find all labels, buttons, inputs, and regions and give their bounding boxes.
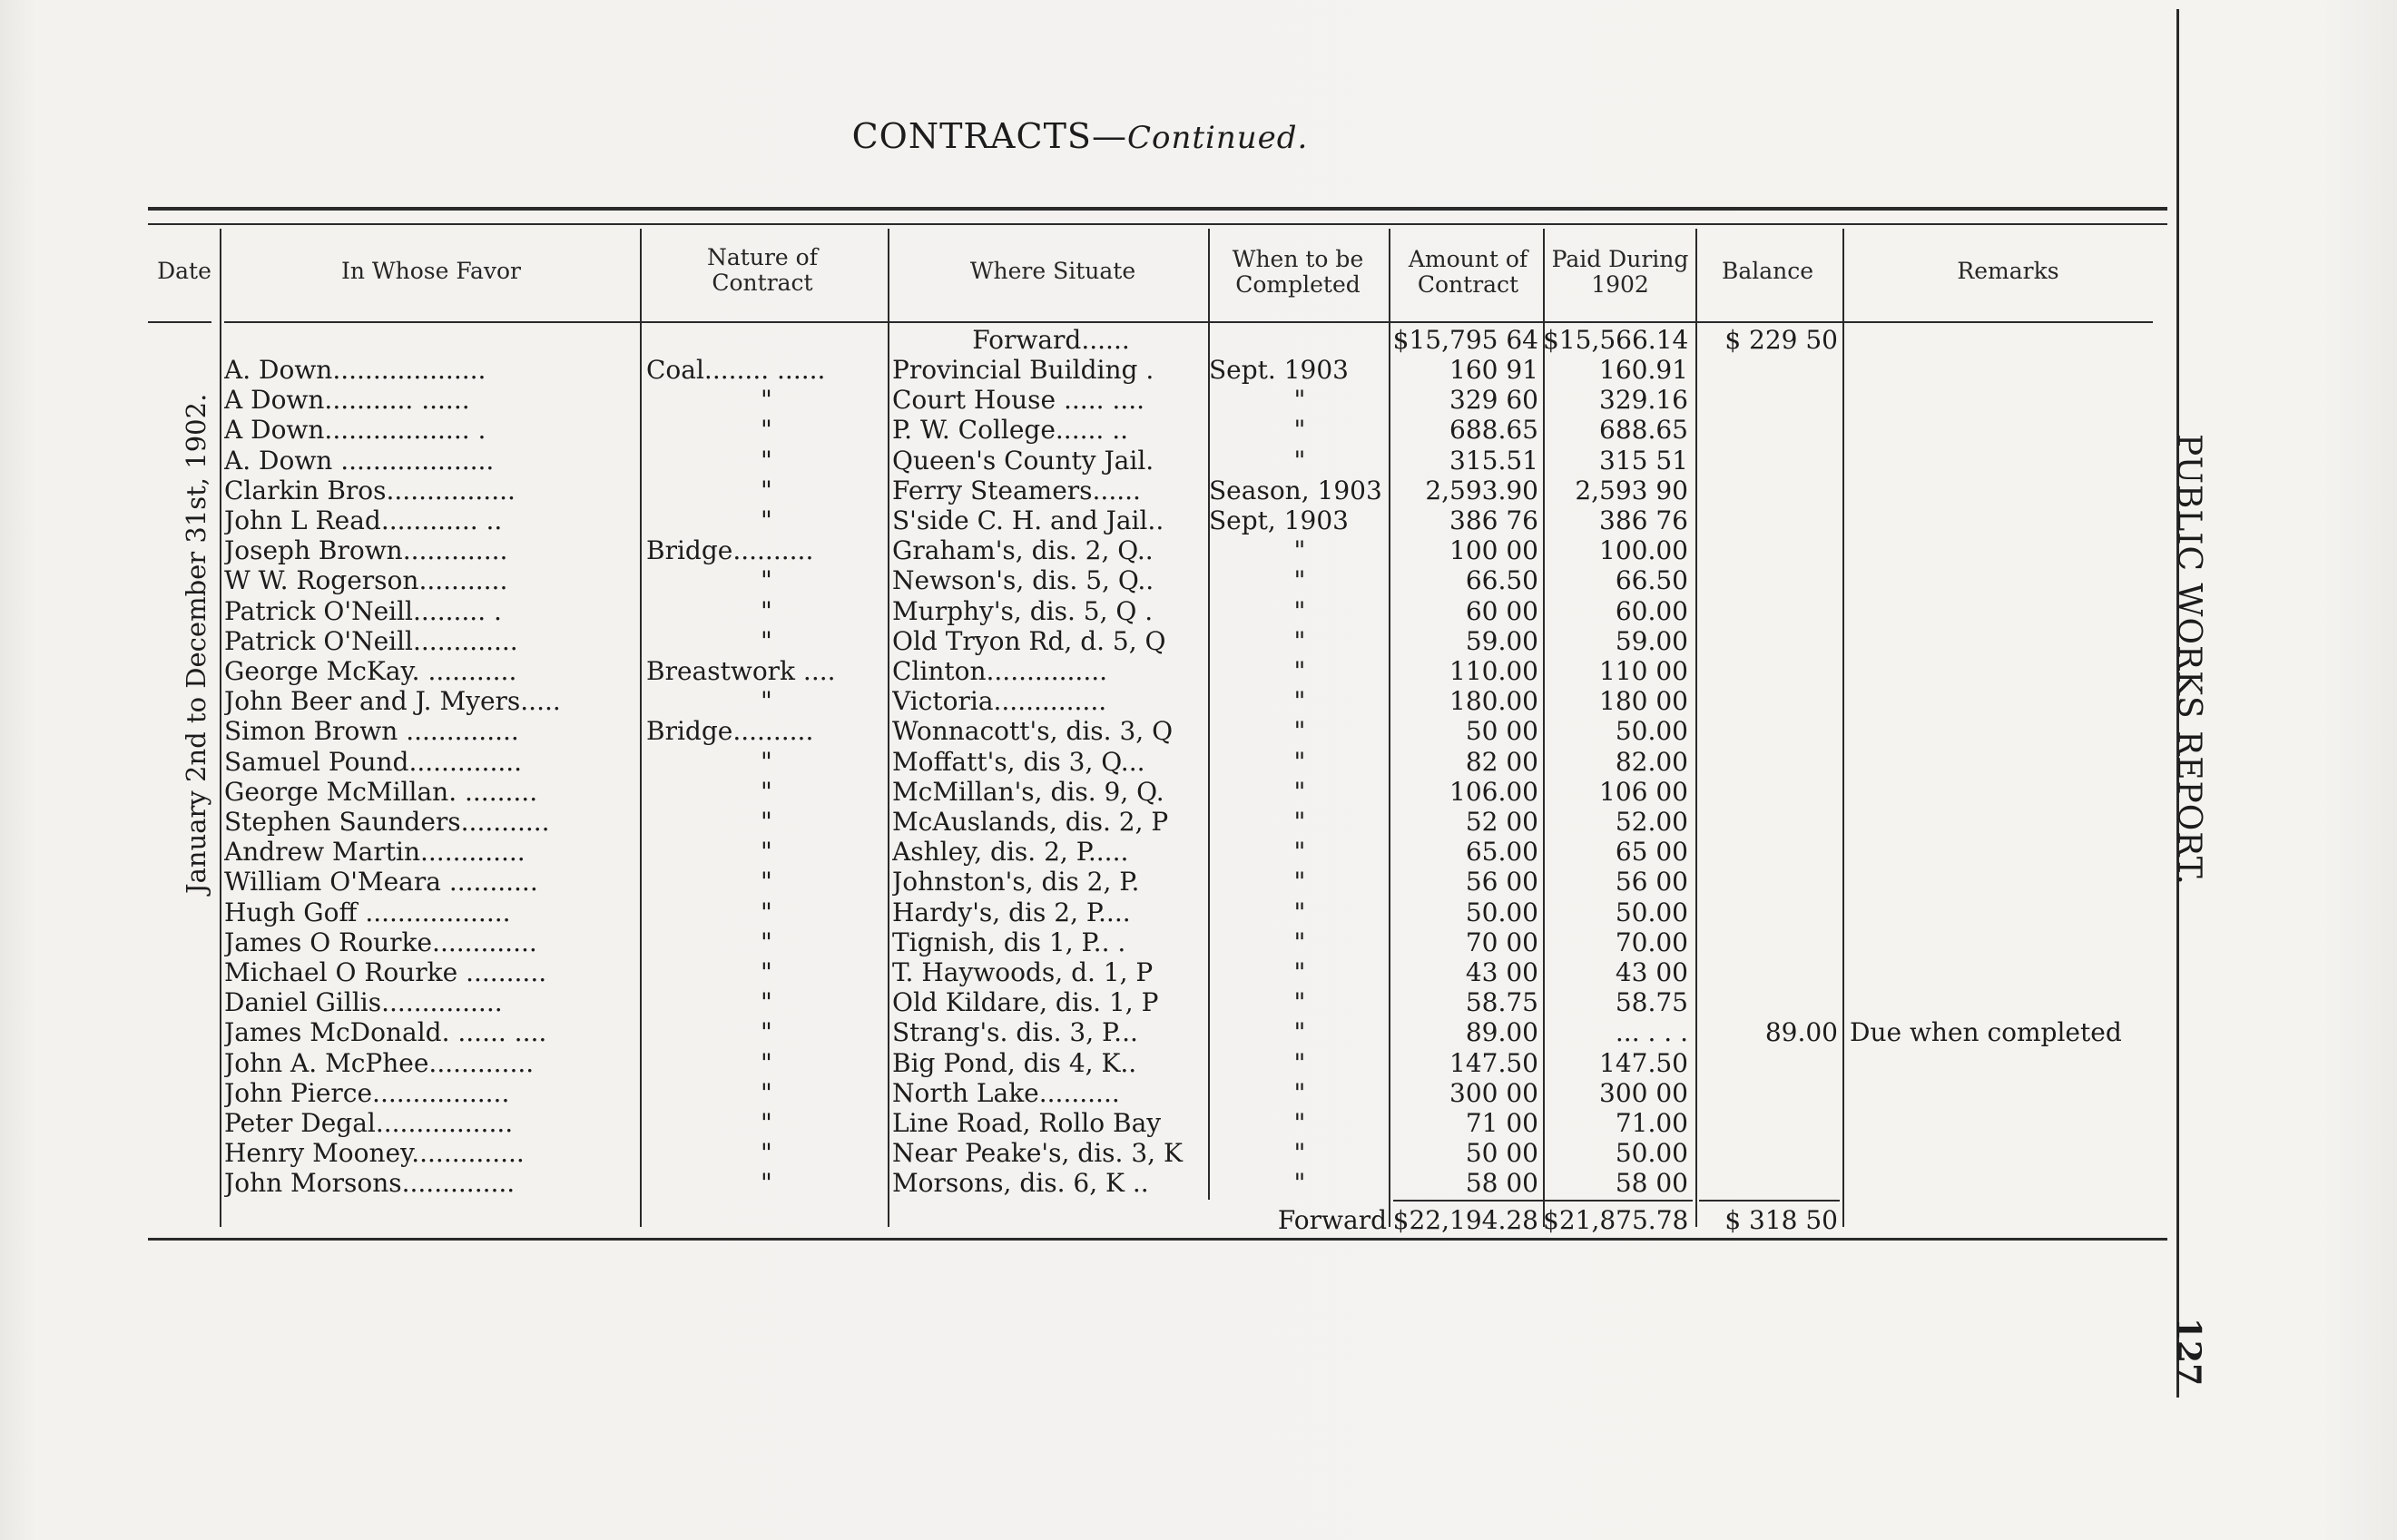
cell-paid: 50.00	[1615, 716, 1688, 747]
table-row	[0, 535, 2178, 565]
cell-paid: 43 00	[1615, 957, 1688, 987]
cell-amount: 52 00	[1465, 807, 1538, 837]
cell-amount: 110.00	[1449, 656, 1538, 686]
cell-paid: 100.00	[1599, 535, 1688, 566]
cell-where: Newson's, dis. 5, Q..	[892, 565, 1154, 596]
table-row	[0, 716, 2178, 746]
title-continued: Continued.	[1126, 120, 1309, 156]
cell-where: T. Haywoods, d. 1, P	[892, 957, 1154, 987]
cell-nature: "	[761, 746, 772, 777]
cell-nature: "	[761, 415, 772, 446]
cell-paid: 2,593 90	[1575, 475, 1688, 505]
cell-where: Wonnacott's, dis. 3, Q	[892, 716, 1174, 747]
cell-amount: 58.75	[1465, 987, 1538, 1018]
cell-nature: "	[761, 987, 772, 1018]
cell-where: Victoria..............	[892, 686, 1107, 717]
cell-where: Hardy's, dis 2, P....	[892, 897, 1131, 927]
cell-paid: 300 00	[1599, 1077, 1688, 1108]
table-row	[0, 1108, 2178, 1138]
cell-paid: 71.00	[1615, 1108, 1688, 1138]
table-row	[0, 1017, 2178, 1047]
title-main: CONTRACTS—	[851, 116, 1127, 156]
forward-bottom-balance: $ 318 50	[1724, 1205, 1838, 1235]
cell-when: "	[1293, 385, 1306, 416]
cell-paid: 82.00	[1615, 746, 1688, 777]
cell-nature: "	[761, 927, 772, 957]
table-row	[0, 385, 2178, 415]
cell-when: "	[1293, 746, 1306, 777]
cell-amount: 60 00	[1465, 595, 1538, 626]
cell-favor: Samuel Pound..............	[224, 746, 523, 777]
header-date: Date	[157, 258, 211, 284]
cell-nature: "	[761, 837, 772, 868]
cell-favor: Daniel Gillis...............	[224, 987, 503, 1018]
table-row	[0, 596, 2178, 626]
header-rule-date	[148, 321, 211, 323]
table-row	[0, 1168, 2178, 1198]
cell-nature: "	[761, 807, 772, 837]
cell-where: Queen's County Jail.	[892, 445, 1154, 476]
cell-where: Johnston's, dis 2, P.	[892, 867, 1140, 898]
cell-paid: 58 00	[1615, 1168, 1688, 1199]
page-number: 127	[2169, 1318, 2207, 1387]
cell-favor: Joseph Brown.............	[224, 535, 508, 566]
cell-nature: Bridge..........	[646, 716, 814, 747]
top-rule-thin	[148, 223, 2167, 225]
cell-amount: 71 00	[1465, 1108, 1538, 1138]
cell-favor: Andrew Martin.............	[224, 837, 526, 868]
cell-favor: George McMillan. .........	[224, 776, 538, 807]
cell-when: "	[1293, 1077, 1306, 1108]
cell-favor: John Pierce.................	[224, 1077, 510, 1108]
date-range-label: January 2nd to December 31st, 1902.	[181, 393, 211, 894]
table-row	[0, 1138, 2178, 1168]
cell-when: "	[1293, 867, 1306, 898]
header-amount: Amount of Contract	[1408, 246, 1528, 298]
cell-nature: "	[761, 1138, 772, 1169]
cell-where: Tignish, dis 1, P.. .	[892, 927, 1126, 957]
cell-when: "	[1293, 415, 1306, 446]
cell-favor: Henry Mooney..............	[224, 1138, 525, 1169]
cell-where: Near Peake's, dis. 3, K	[892, 1138, 1183, 1169]
cell-favor: A. Down...................	[224, 355, 486, 385]
cell-where: Moffatt's, dis 3, Q...	[892, 746, 1145, 777]
table-row	[0, 987, 2178, 1017]
cell-amount: 89.00	[1465, 1017, 1538, 1048]
cell-amount: 59.00	[1465, 625, 1538, 656]
cell-paid: 58.75	[1615, 987, 1688, 1018]
cell-nature: "	[761, 957, 772, 987]
table-row	[0, 476, 2178, 505]
cell-nature: "	[761, 1077, 772, 1108]
cell-nature: "	[761, 595, 772, 626]
cell-when: "	[1293, 565, 1306, 596]
cell-nature: Bridge..........	[646, 535, 814, 566]
cell-paid: 70.00	[1615, 927, 1688, 957]
cell-when: "	[1293, 927, 1306, 957]
cell-when: "	[1293, 1108, 1306, 1138]
cell-when: "	[1293, 776, 1306, 807]
cell-where: McAuslands, dis. 2, P	[892, 807, 1169, 837]
header-paid: Paid During 1902	[1551, 246, 1689, 298]
side-title: PUBLIC WORKS REPORT.	[2170, 434, 2207, 886]
cell-favor: James McDonald. ...... ....	[224, 1017, 547, 1048]
cell-amount: 2,593.90	[1425, 475, 1538, 505]
table-row	[0, 446, 2178, 476]
forward-top-balance: $ 229 50	[1724, 325, 1838, 355]
table-row	[0, 837, 2178, 867]
forward-top-label: Forward......	[972, 325, 1130, 355]
table-row	[0, 898, 2178, 927]
cell-when: Sept. 1903	[1209, 355, 1349, 385]
forward-bottom-amount: $22,194.28	[1392, 1205, 1538, 1235]
cell-where: S'side C. H. and Jail..	[892, 505, 1164, 535]
table-row	[0, 686, 2178, 716]
cell-where: Court House ..... ....	[892, 385, 1145, 416]
cell-nature: "	[761, 867, 772, 898]
cell-amount: 82 00	[1465, 746, 1538, 777]
cell-where: Big Pond, dis 4, K..	[892, 1047, 1137, 1078]
cell-paid: 59.00	[1615, 625, 1688, 656]
forward-bottom-paid: $21,875.78	[1543, 1205, 1688, 1235]
cell-when: "	[1293, 625, 1306, 656]
cell-paid: 160.91	[1599, 355, 1688, 385]
cell-where: Provincial Building .	[892, 355, 1154, 385]
cell-favor: Peter Degal.................	[224, 1108, 514, 1138]
cell-amount: 329 60	[1449, 385, 1538, 416]
cell-where: Strang's. dis. 3, P...	[892, 1017, 1138, 1048]
cell-paid: 329.16	[1599, 385, 1688, 416]
cell-where: Line Road, Rollo Bay	[892, 1108, 1162, 1138]
cell-favor: Clarkin Bros................	[224, 475, 516, 505]
cell-amount: 43 00	[1465, 957, 1538, 987]
cell-where: North Lake..........	[892, 1077, 1120, 1108]
forward-top-amount: $15,795 64	[1392, 325, 1538, 355]
cell-nature: "	[761, 385, 772, 416]
table-row	[0, 656, 2178, 686]
table-row	[0, 1048, 2178, 1078]
cell-nature: "	[761, 625, 772, 656]
cell-favor: Patrick O'Neill......... .	[224, 595, 502, 626]
cell-amount: 50.00	[1465, 897, 1538, 927]
table-row	[0, 1078, 2178, 1108]
cell-paid: 386 76	[1599, 505, 1688, 535]
cell-favor: James O Rourke.............	[224, 927, 537, 957]
cell-where: P. W. College...... ..	[892, 415, 1129, 446]
cell-when: "	[1293, 686, 1306, 717]
cell-paid: 50.00	[1615, 1138, 1688, 1169]
cell-when: "	[1293, 535, 1306, 566]
cell-paid: 147.50	[1599, 1047, 1688, 1078]
cell-amount: 56 00	[1465, 867, 1538, 898]
cell-remarks: Due when completed	[1850, 1017, 2122, 1048]
cell-where: Clinton...............	[892, 656, 1108, 686]
cell-amount: 160 91	[1449, 355, 1538, 385]
table-row	[0, 777, 2178, 807]
cell-amount: 70 00	[1465, 927, 1538, 957]
cell-amount: 100 00	[1449, 535, 1538, 566]
cell-amount: 386 76	[1449, 505, 1538, 535]
cell-nature: Breastwork ....	[646, 656, 836, 686]
cell-when: "	[1293, 897, 1306, 927]
cell-amount: 66.50	[1465, 565, 1538, 596]
table-row	[0, 957, 2178, 987]
cell-when: "	[1293, 837, 1306, 868]
cell-when: "	[1293, 1047, 1306, 1078]
table-row	[0, 355, 2178, 385]
cell-paid: 52.00	[1615, 807, 1688, 837]
forward-row-bottom	[0, 1205, 2178, 1235]
cell-paid: 60.00	[1615, 595, 1688, 626]
table-row	[0, 807, 2178, 837]
cell-paid: 50.00	[1615, 897, 1688, 927]
cell-amount: 58 00	[1465, 1168, 1538, 1199]
cell-amount: 147.50	[1449, 1047, 1538, 1078]
table-row	[0, 565, 2178, 595]
header-where: Where Situate	[969, 258, 1136, 284]
cell-nature: "	[761, 1047, 772, 1078]
header-favor: In Whose Favor	[340, 258, 522, 284]
table-row	[0, 747, 2178, 777]
cell-when: "	[1293, 1168, 1306, 1199]
table-row	[0, 867, 2178, 897]
cell-where: Ashley, dis. 2, P.....	[892, 837, 1129, 868]
cell-paid: 315 51	[1599, 445, 1688, 476]
cell-when: "	[1293, 1138, 1306, 1169]
cell-nature: "	[761, 776, 772, 807]
cell-nature: "	[761, 565, 772, 596]
cell-when: "	[1293, 807, 1306, 837]
cell-nature: "	[761, 1168, 772, 1199]
cell-where: Old Kildare, dis. 1, P	[892, 987, 1159, 1018]
cell-favor: John L Read............ ..	[224, 505, 503, 535]
cell-nature: "	[761, 445, 772, 476]
cell-paid: 180 00	[1599, 686, 1688, 717]
cell-where: Morsons, dis. 6, K ..	[892, 1168, 1149, 1199]
cell-where: Old Tryon Rd, d. 5, Q	[892, 625, 1166, 656]
cell-where: Murphy's, dis. 5, Q .	[892, 595, 1154, 626]
table-row	[0, 927, 2178, 957]
cell-nature: "	[761, 686, 772, 717]
cell-favor: John A. McPhee.............	[224, 1047, 535, 1078]
table-row	[0, 505, 2178, 535]
bottom-rule	[148, 1238, 2167, 1241]
cell-when: Season, 1903	[1209, 475, 1382, 505]
cell-paid: ... . . .	[1615, 1017, 1688, 1048]
cell-favor: W W. Rogerson...........	[224, 565, 508, 596]
header-remarks: Remarks	[1957, 258, 2059, 284]
cell-amount: 65.00	[1465, 837, 1538, 868]
header-nature: Nature of Contract	[707, 244, 818, 296]
cell-amount: 300 00	[1449, 1077, 1538, 1108]
cell-balance: 89.00	[1764, 1017, 1838, 1048]
cell-amount: 50 00	[1465, 1138, 1538, 1169]
cell-when: "	[1293, 1017, 1306, 1048]
cell-favor: John Beer and J. Myers.....	[224, 686, 561, 717]
cell-amount: 106.00	[1449, 776, 1538, 807]
table-row	[0, 415, 2178, 445]
cell-where: McMillan's, dis. 9, Q.	[892, 776, 1164, 807]
cell-paid: 66.50	[1615, 565, 1688, 596]
header-balance: Balance	[1721, 258, 1814, 284]
cell-nature: "	[761, 475, 772, 505]
cell-amount: 50 00	[1465, 716, 1538, 747]
cell-favor: John Morsons..............	[224, 1168, 516, 1199]
forward-top-paid: $15,566.14	[1543, 325, 1688, 355]
sum-rule-balance	[1699, 1200, 1840, 1202]
table-row	[0, 626, 2178, 656]
cell-nature: "	[761, 897, 772, 927]
forward-row-top	[0, 325, 2178, 355]
page-title	[0, 116, 2160, 156]
cell-amount: 180.00	[1449, 686, 1538, 717]
sum-rule	[1393, 1200, 1693, 1202]
cell-favor: Michael O Rourke ..........	[224, 957, 547, 987]
cell-favor: George McKay. ...........	[224, 656, 517, 686]
cell-favor: William O'Meara ...........	[224, 867, 538, 898]
cell-paid: 110 00	[1599, 656, 1688, 686]
cell-nature: "	[761, 1017, 772, 1048]
cell-paid: 56 00	[1615, 867, 1688, 898]
cell-favor: A Down.................. .	[224, 415, 486, 446]
cell-nature: Coal........ ......	[646, 355, 826, 385]
cell-paid: 65 00	[1615, 837, 1688, 868]
cell-amount: 688.65	[1449, 415, 1538, 446]
cell-favor: Hugh Goff ..................	[224, 897, 511, 927]
cell-paid: 106 00	[1599, 776, 1688, 807]
header-when: When to be Completed	[1232, 246, 1364, 298]
cell-when: "	[1293, 716, 1306, 747]
forward-bottom-label: Forward	[1277, 1205, 1387, 1235]
cell-favor: Patrick O'Neill.............	[224, 625, 518, 656]
cell-where: Graham's, dis. 2, Q..	[892, 535, 1154, 566]
cell-amount: 315.51	[1449, 445, 1538, 476]
cell-nature: "	[761, 1108, 772, 1138]
cell-favor: Stephen Saunders...........	[224, 807, 550, 837]
cell-when: "	[1293, 595, 1306, 626]
cell-when: "	[1293, 957, 1306, 987]
header-rule	[224, 321, 2153, 323]
cell-when: "	[1293, 656, 1306, 686]
cell-when: Sept, 1903	[1209, 505, 1349, 535]
cell-favor: A. Down ...................	[224, 445, 495, 476]
cell-favor: Simon Brown ..............	[224, 716, 519, 747]
cell-where: Ferry Steamers......	[892, 475, 1141, 505]
cell-favor: A Down........... ......	[224, 385, 470, 416]
cell-when: "	[1293, 987, 1306, 1018]
cell-when: "	[1293, 445, 1306, 476]
top-rule	[148, 207, 2167, 211]
cell-paid: 688.65	[1599, 415, 1688, 446]
cell-nature: "	[761, 505, 772, 535]
